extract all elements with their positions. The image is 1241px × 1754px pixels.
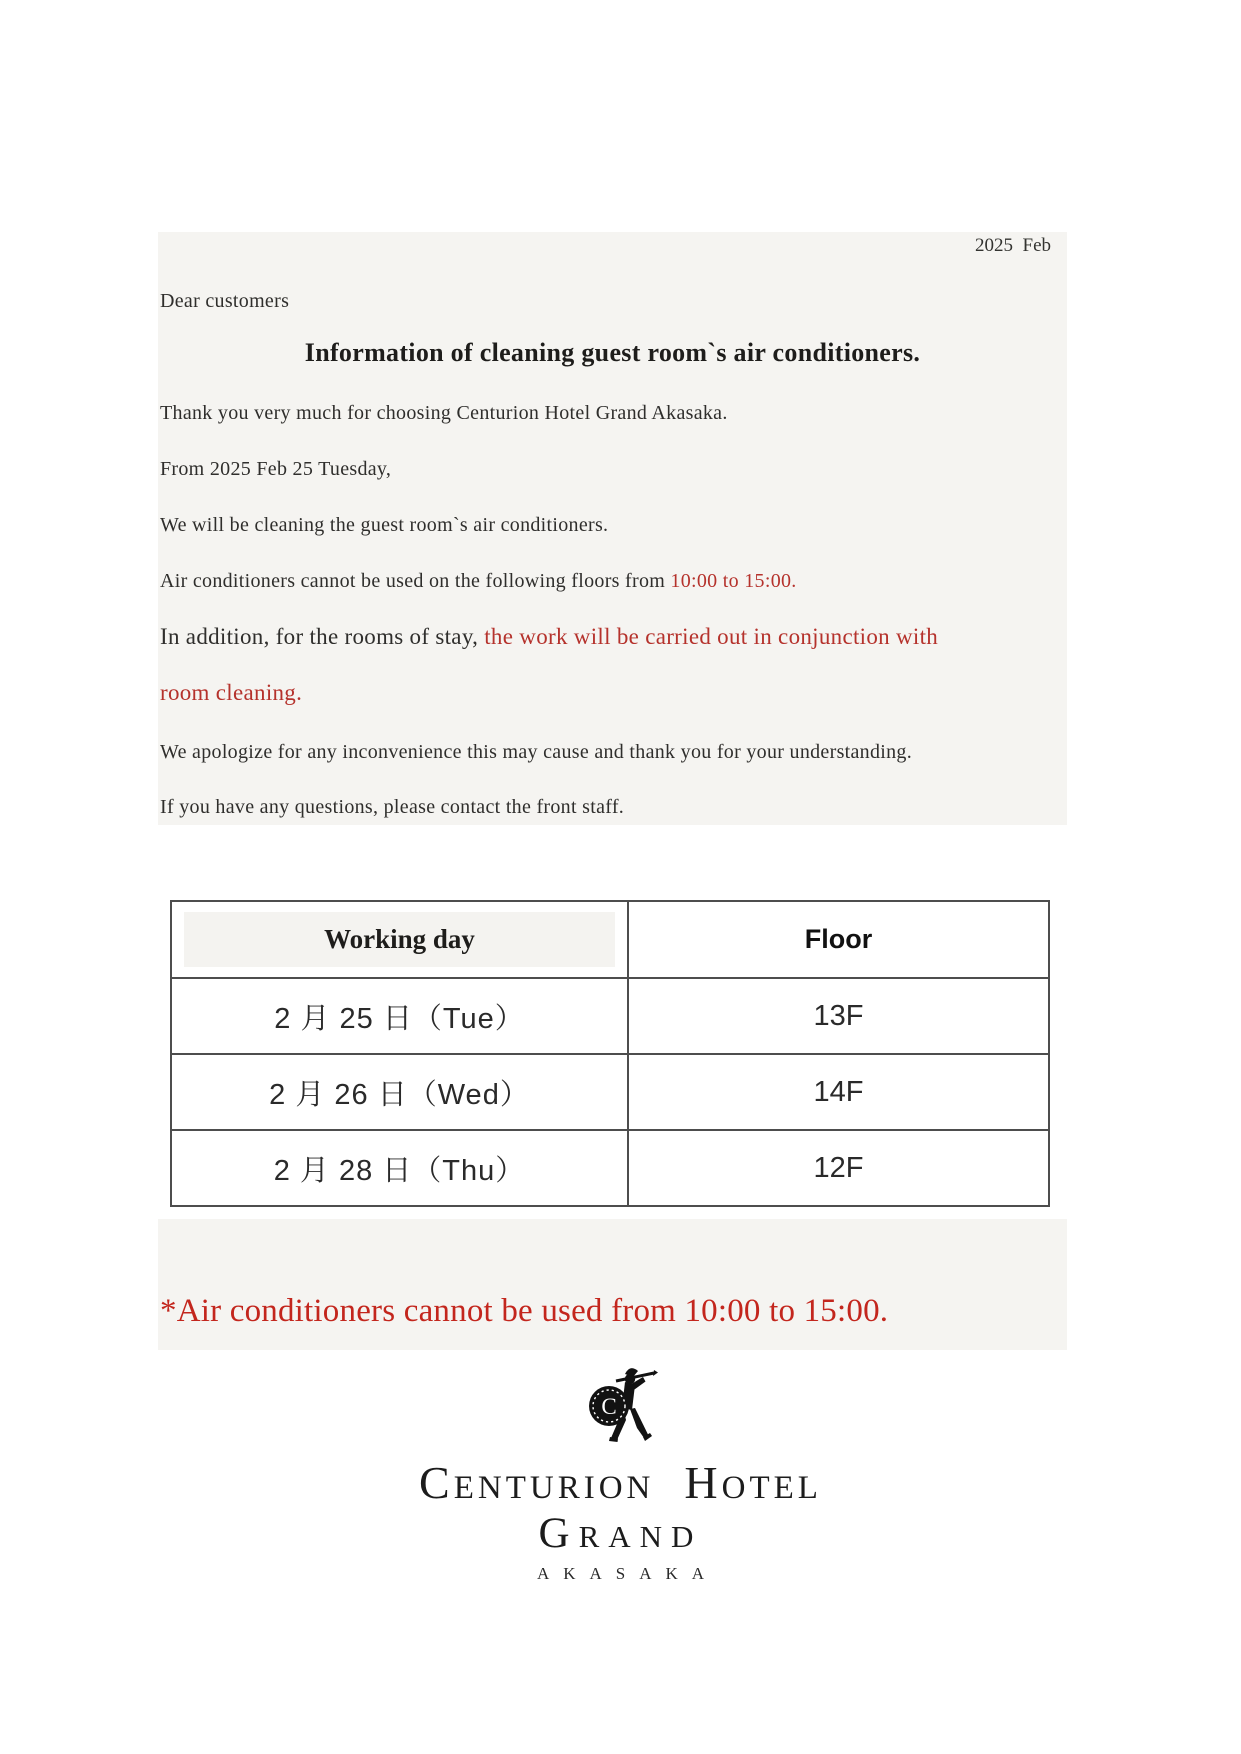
logo-letter: G <box>538 1510 579 1557</box>
paragraph-floors-text: Air conditioners cannot be used on the following floors from <box>160 570 671 592</box>
paragraph-start-date: From 2025 Feb 25 Tuesday, <box>160 458 392 480</box>
header-cell-floor: Floor <box>628 901 1049 978</box>
cleaning-schedule-table <box>170 900 1050 1207</box>
floor-cell: 13F <box>628 978 1049 1054</box>
logo-grand <box>0 1509 1241 1558</box>
paragraph-cleaning: We will be cleaning the guest room`s air conditioners. <box>160 514 609 536</box>
floor-cell: 12F <box>628 1130 1049 1206</box>
logo-word-hotel <box>684 1456 822 1509</box>
salutation: Dear customers <box>160 290 290 312</box>
paragraph-floors-time: 10:00 to 15:00. <box>670 570 797 592</box>
logo-letters: RAND <box>578 1519 703 1554</box>
paragraph-rooms-red-cont: room cleaning. <box>160 680 303 705</box>
table-row <box>171 1130 1049 1206</box>
logo-akasaka: AKASAKA <box>536 1564 719 1583</box>
paragraph-rooms-red: the work will be carried out in conjunction with <box>484 624 939 649</box>
document-date: 2025 Feb <box>975 235 1051 256</box>
table-header-row <box>171 901 1049 978</box>
paragraph-thanks: Thank you very much for choosing Centurion Hotel Grand Akasaka. <box>160 402 728 424</box>
paragraph-contact: If you have any questions, please contact the front staff. <box>160 796 625 818</box>
logo-letter: C <box>419 1457 454 1508</box>
logo-hotel-name <box>0 1456 1241 1509</box>
logo-letters: OTEL <box>721 1470 822 1506</box>
working-day-cell: 2 月 28 日（Thu） <box>171 1130 628 1206</box>
paragraph-apology: We apologize for any inconvenience this may cause and thank you for your understanding. <box>160 741 913 763</box>
working-day-cell: 2 月 25 日（Tue） <box>171 978 628 1054</box>
table-row <box>171 1054 1049 1130</box>
working-day-header-label: Working day <box>184 912 615 967</box>
shield-letter: C <box>600 1394 617 1419</box>
logo-letters: ENTURION <box>453 1470 655 1506</box>
hotel-logo <box>0 1366 1241 1584</box>
warning-text: *Air conditioners cannot be used from 10:00 to 15:00. <box>160 1293 889 1329</box>
floor-cell: 14F <box>628 1054 1049 1130</box>
table-row <box>171 978 1049 1054</box>
header-cell-working-day <box>171 901 628 978</box>
centurion-figure-icon <box>584 1366 658 1446</box>
paragraph-rooms-of-stay <box>160 624 938 650</box>
paragraph-rooms-text: In addition, for the rooms of stay, <box>160 624 485 649</box>
working-day-cell: 2 月 26 日（Wed） <box>171 1054 628 1130</box>
notice-body-section <box>158 232 1067 825</box>
logo-word-centurion <box>419 1456 654 1509</box>
document-title: Information of cleaning guest room`s air conditioners. <box>304 338 921 367</box>
paragraph-floors <box>160 570 797 593</box>
warning-section <box>158 1219 1067 1350</box>
logo-letter: H <box>684 1457 722 1508</box>
